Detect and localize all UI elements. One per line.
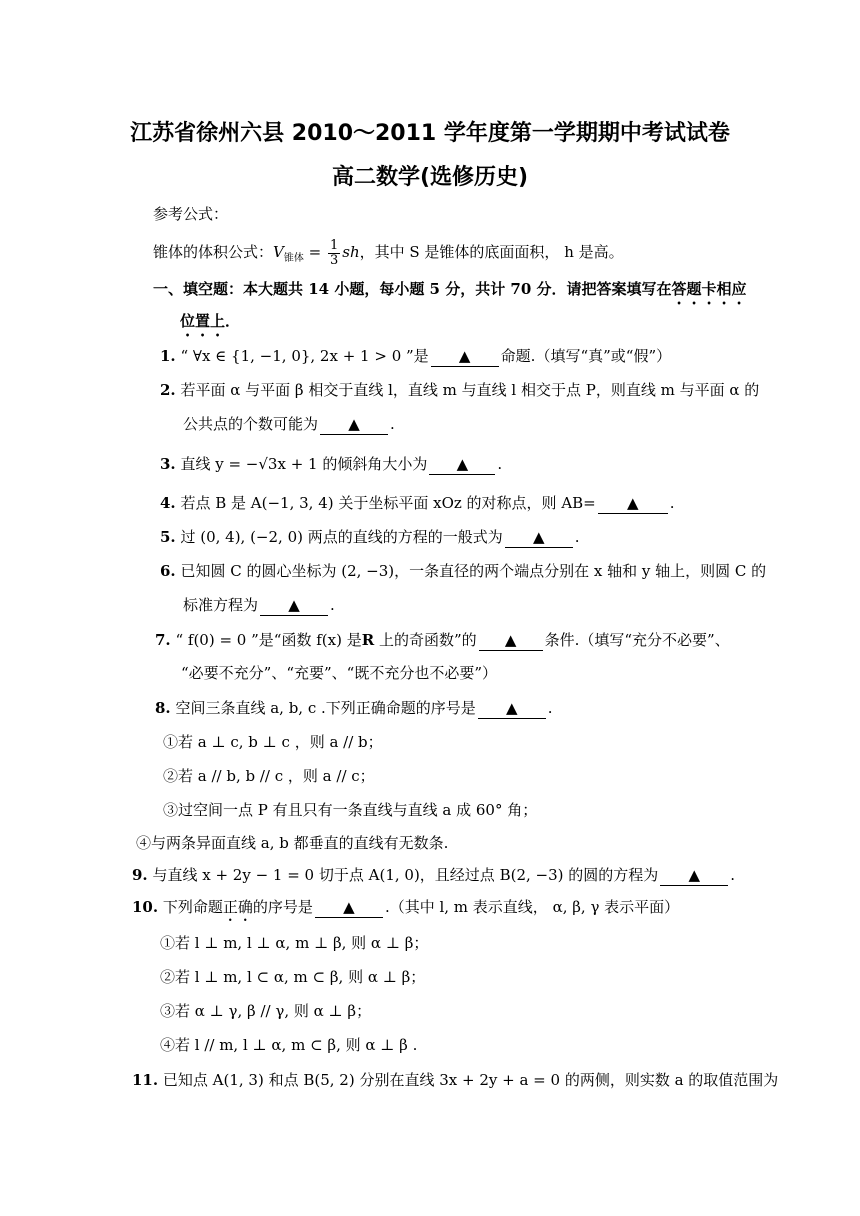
- option-item: ④若 l // m, l ⊥ α, m ⊂ β, 则 α ⊥ β .: [160, 1036, 418, 1054]
- section-text-end: ．: [225, 312, 241, 330]
- question-6-cont: [183, 594, 335, 616]
- answer-blank[interactable]: [429, 454, 495, 475]
- question-2-cont: [183, 413, 395, 435]
- question-text: 已知点 A(1, 3) 和点 B(5, 2) 分别在直线 3x + 2y + a = 0 的两侧，则实数 a 的取值范围为: [162, 1071, 779, 1089]
- question-number: 1.: [160, 347, 176, 365]
- triangle-icon: ▲: [506, 699, 518, 717]
- answer-blank[interactable]: [431, 346, 499, 367]
- question-number: 7.: [155, 631, 171, 649]
- answer-blank[interactable]: [260, 595, 328, 616]
- formula-numerator: 1: [329, 237, 339, 253]
- section-emphasis-a: 答题卡相应: [671, 280, 747, 298]
- formula-v: V: [273, 243, 284, 261]
- formula-fraction: [328, 239, 340, 268]
- question-text: “ ∀x ∈ {1, −1, 0}, 2x + 1 > 0 ”是: [180, 347, 429, 365]
- question-text: 条件.（填写“充分不必要”、: [544, 631, 730, 649]
- triangle-icon: ▲: [288, 596, 300, 614]
- question-text: .: [730, 866, 736, 884]
- question-text: 过 (0, 4), (−2, 0) 两点的直线的方程的一般式为: [180, 528, 503, 546]
- question-text: 若平面 α 与平面 β 相交于直线 l，直线 m 与直线 l 相交于点 P，则直线 m 与平面 α 的: [180, 381, 760, 399]
- exam-title: 江苏省徐州六县 2010～2011 学年度第一学期期中考试试卷: [130, 121, 730, 146]
- triangle-icon: ▲: [504, 631, 517, 649]
- question-text: 若点 B 是 A(−1, 3, 4) 关于坐标平面 xOz 的对称点，则 AB=: [180, 494, 596, 512]
- question-11: [132, 1069, 778, 1091]
- option-item: ①若 l ⊥ m, l ⊥ α, m ⊥ β, 则 α ⊥ β；: [160, 934, 429, 952]
- answer-blank[interactable]: [598, 493, 668, 514]
- question-2: [160, 379, 759, 401]
- question-text: .: [574, 528, 580, 546]
- question-7-cont: [181, 662, 497, 684]
- question-text: .（其中 l, m 表示直线， α, β, γ 表示平面）: [384, 898, 680, 916]
- question-text: .: [330, 596, 335, 614]
- option-item: ③过空间一点 P 有且只有一条直线与直线 a 成 60° 角；: [163, 801, 538, 819]
- question-7: [155, 629, 730, 651]
- formula-suffix: ，其中 S 是锥体的底面面积， h 是高。: [359, 243, 624, 261]
- question-text: 与直线 x + 2y − 1 = 0 切于点 A(1, 0)，且经过点 B(2, −3) 的圆的方程为: [152, 866, 659, 884]
- question-text: 上的奇函数”的: [374, 631, 477, 649]
- question-number: 9.: [132, 866, 148, 884]
- question-text: 下列命题: [162, 898, 223, 916]
- question-5: [160, 526, 580, 548]
- question-text: 空间三条直线 a, b, c .下列正确命题的序号是: [175, 699, 476, 717]
- question-8: [155, 697, 553, 719]
- section-heading-cont: [180, 310, 240, 340]
- answer-blank[interactable]: [315, 897, 383, 918]
- exam-subtitle: 高二数学(选修历史): [331, 165, 529, 190]
- question-text: “必要不充分”、“充要”、“既不充分也不必要”）: [181, 664, 498, 682]
- answer-blank[interactable]: [320, 414, 388, 435]
- formula-v-sub: 锥体: [283, 253, 304, 264]
- question-text: 的序号是: [252, 898, 313, 916]
- question-3: [160, 453, 502, 475]
- question-text: .: [669, 494, 675, 512]
- formula-prefix: 锥体的体积公式：: [153, 243, 274, 261]
- option-item: ③若 α ⊥ γ, β // γ, 则 α ⊥ β；: [160, 1002, 372, 1020]
- formula-line: [153, 237, 624, 274]
- answer-blank[interactable]: [478, 698, 546, 719]
- section-text: 一、填空题：本大题共 14 小题，每小题 5 分，共计 70 分．请把答案填写在: [153, 280, 672, 298]
- question-number: 5.: [160, 528, 176, 546]
- section-emphasis-b: 位置上: [180, 312, 226, 330]
- question-text: 标准方程为: [183, 596, 259, 614]
- question-number: 11.: [132, 1071, 159, 1089]
- triangle-icon: ▲: [532, 528, 545, 546]
- option-item: ②若 a // b, b // c ，则 a // c；: [163, 767, 375, 785]
- question-6: [160, 560, 766, 582]
- question-number: 3.: [160, 455, 176, 473]
- question-text-r: R: [361, 631, 375, 649]
- option-item: ②若 l ⊥ m, l ⊂ α, m ⊂ β, 则 α ⊥ β；: [160, 968, 426, 986]
- question-4: [160, 492, 675, 514]
- option-item: ④与两条异面直线 a, b 都垂直的直线有无数条.: [136, 834, 449, 852]
- triangle-icon: ▲: [456, 455, 469, 473]
- formula-eq: =: [303, 243, 326, 261]
- question-text: 命题.（填写“真”或“假”）: [500, 347, 672, 365]
- option-item: ①若 a ⊥ c, b ⊥ c ，则 a // b；: [163, 733, 383, 751]
- triangle-icon: ▲: [458, 347, 471, 365]
- triangle-icon: ▲: [343, 898, 355, 916]
- question-number: 8.: [155, 699, 171, 717]
- question-number: 4.: [160, 494, 176, 512]
- question-text: 直线 y = −√3x + 1 的倾斜角大小为: [180, 455, 428, 473]
- formula-tail: sh: [342, 243, 360, 261]
- answer-blank[interactable]: [505, 527, 573, 548]
- formula-denominator: 3: [329, 252, 339, 268]
- section-heading: [153, 278, 747, 308]
- triangle-icon: ▲: [688, 866, 701, 884]
- question-text: 已知圆 C 的圆心坐标为 (2, −3)，一条直径的两个端点分别在 x 轴和 y 轴上，则圆 C 的: [180, 562, 767, 580]
- answer-blank[interactable]: [479, 630, 543, 651]
- question-1: [160, 345, 671, 367]
- question-number: 6.: [160, 562, 176, 580]
- question-emphasis: 正确: [222, 898, 253, 916]
- question-text: .: [390, 415, 395, 433]
- question-text: 公共点的个数可能为: [183, 415, 319, 433]
- question-9: [132, 864, 735, 886]
- question-number: 10.: [132, 898, 159, 916]
- formula-header: 参考公式：: [153, 205, 229, 223]
- question-text: “ f(0) = 0 ”是“函数 f(x) 是: [175, 631, 362, 649]
- question-text: .: [547, 699, 553, 717]
- question-10: [132, 896, 679, 925]
- question-number: 2.: [160, 381, 176, 399]
- answer-blank[interactable]: [660, 865, 728, 886]
- question-text: .: [497, 455, 503, 473]
- triangle-icon: ▲: [348, 415, 360, 433]
- triangle-icon: ▲: [626, 494, 639, 512]
